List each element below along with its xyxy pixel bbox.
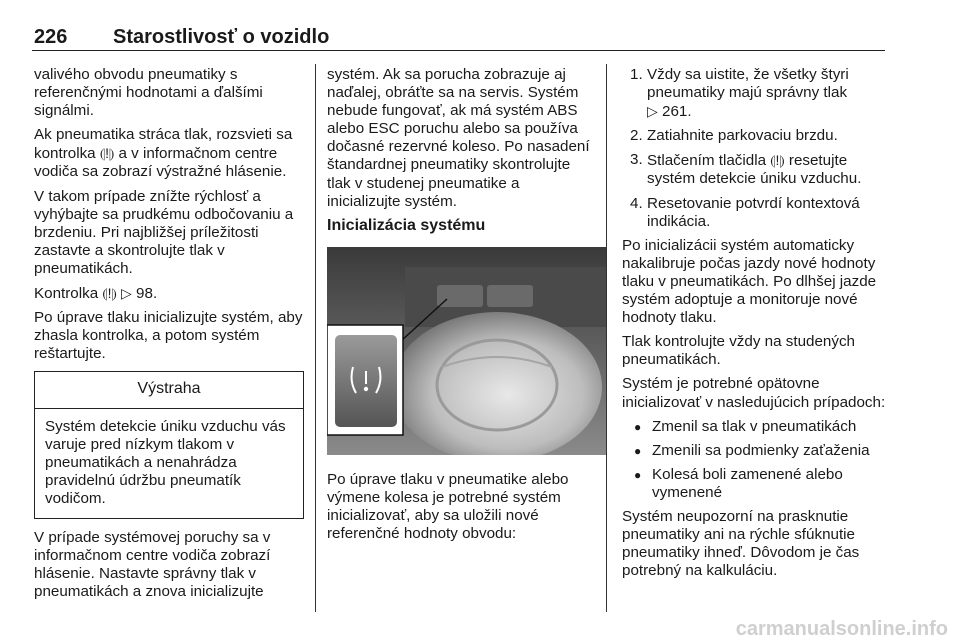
paragraph: systém. Ak sa porucha zobrazuje aj naďalej, obráťte sa na servis. Systém nebude fungovať, ak má systém ABS alebo ESC poruchu alebo sa používa dočasné rezervné koleso. Po nasadení štandardnej pneumatiky skontrolujte tlak v studenej pneumatike a inicializujte systém. [327,66,590,210]
header-rule [32,50,885,51]
paragraph: valivého obvodu pneumatiky s referenčnými hodnotami a ďalšími signálmi. [34,66,263,120]
list-item: ● Kolesá boli zamenené alebo vymenené [622,466,892,502]
page-reference: 98. [136,285,158,303]
list-item: 2. Zatiahnite parkovaciu brzdu. [630,127,838,145]
page-reference: 261. [662,103,692,121]
gear-boot [392,312,602,455]
paragraph: Systém neupozorní na prasknutie pneumatiky ani na rýchle sfúknutie pneumatiky ihneď. Dôvodom je čas potrebný na kalkuláciu. [622,507,860,580]
list-item: ● Zmenil sa tlak v pneumatikách [622,418,892,436]
paragraph: Po úprave tlaku v pneumatike alebo výmene kolesa je potrebné systém inicializovať, aby sa uložili nové referenčné hodnoty obvodu: [327,470,569,543]
paragraph: Systém je potrebné opätovne inicializovať v nasledujúcich prípadoch: [622,375,886,411]
page-number: 226 [34,26,68,48]
column-separator-2 [606,64,607,612]
list-item: ● Zmenili sa podmienky zaťaženia [622,442,892,460]
list-item: 4. Resetovanie potvrdí kontextová indikácia. [630,194,860,230]
bullet-list [622,418,892,502]
tpms-warning-icon: ⦇!⦈ [102,285,117,302]
steps-list [622,66,892,231]
console-button-left [437,285,483,307]
left-column [34,66,304,607]
tpms-warning-icon: ⦇!⦈ [770,152,785,169]
list-item: 3. Stlačením tlačidla ⦇!⦈ resetujte systém detekcie úniku vzduchu. [630,151,862,188]
page-reference-icon: ▷ [647,103,658,120]
paragraph: V takom prípade znížte rýchlosť a vyhýbajte sa prudkému odbočovaniu a brzdeniu. Pri najbližšej príležitosti zastavte a skontrolujte tlak v pneumatikách. [34,187,294,277]
paragraph: Kontrolka ⦇!⦈ ▷ 98. [34,285,158,303]
paragraph: Po úprave tlaku inicializujte systém, aby zhasla kontrolka, a potom systém reštartujte. [34,309,303,363]
section-heading: Inicializácia systému [327,216,486,234]
list-item: 1. Vždy sa uistite, že všetky štyri pneumatiky majú správny tlak ▷ 261. [630,66,849,121]
tpms-button-photo [327,247,606,455]
column-separator-1 [315,64,316,612]
paragraph: Ak pneumatika stráca tlak, rozsvieti sa kontrolka ⦇!⦈ a v informačnom centre vodiča sa zobrazí výstražné hlásenie. [34,126,293,181]
paragraph: Po inicializácii systém automaticky nakalibruje počas jazdy nové hodnoty tlaku v pneumatikách. Po dlhšej jazde systém adoptuje a monitoruje nové hodnoty tlaku. [622,236,877,327]
warning-box [34,371,304,519]
warning-title: Výstraha [35,372,303,408]
middle-column [327,66,595,549]
page-reference-icon: ▷ [121,285,132,302]
paragraph: Tlak kontrolujte vždy na studených pneumatikách. [622,333,855,369]
paragraph: V prípade systémovej poruchy sa v informačnom centre vodiča zobrazí hlásenie. Nastavte správny tlak v pneumatikách a znova inicializujte [34,528,271,601]
console-button-right [487,285,533,307]
warning-text: Systém detekcie úniku vzduchu vás varuje pred nízkym tlakom v pneumatikách a nenahrádza pravidelnú údržbu pneumatík vodičom. [45,417,286,507]
tpms-warning-icon: ⦇!⦈ [99,145,115,162]
right-column [622,66,892,586]
watermark: carmanualsonline.info [735,618,948,640]
section-title: Starostlivosť o vozidlo [113,26,330,48]
